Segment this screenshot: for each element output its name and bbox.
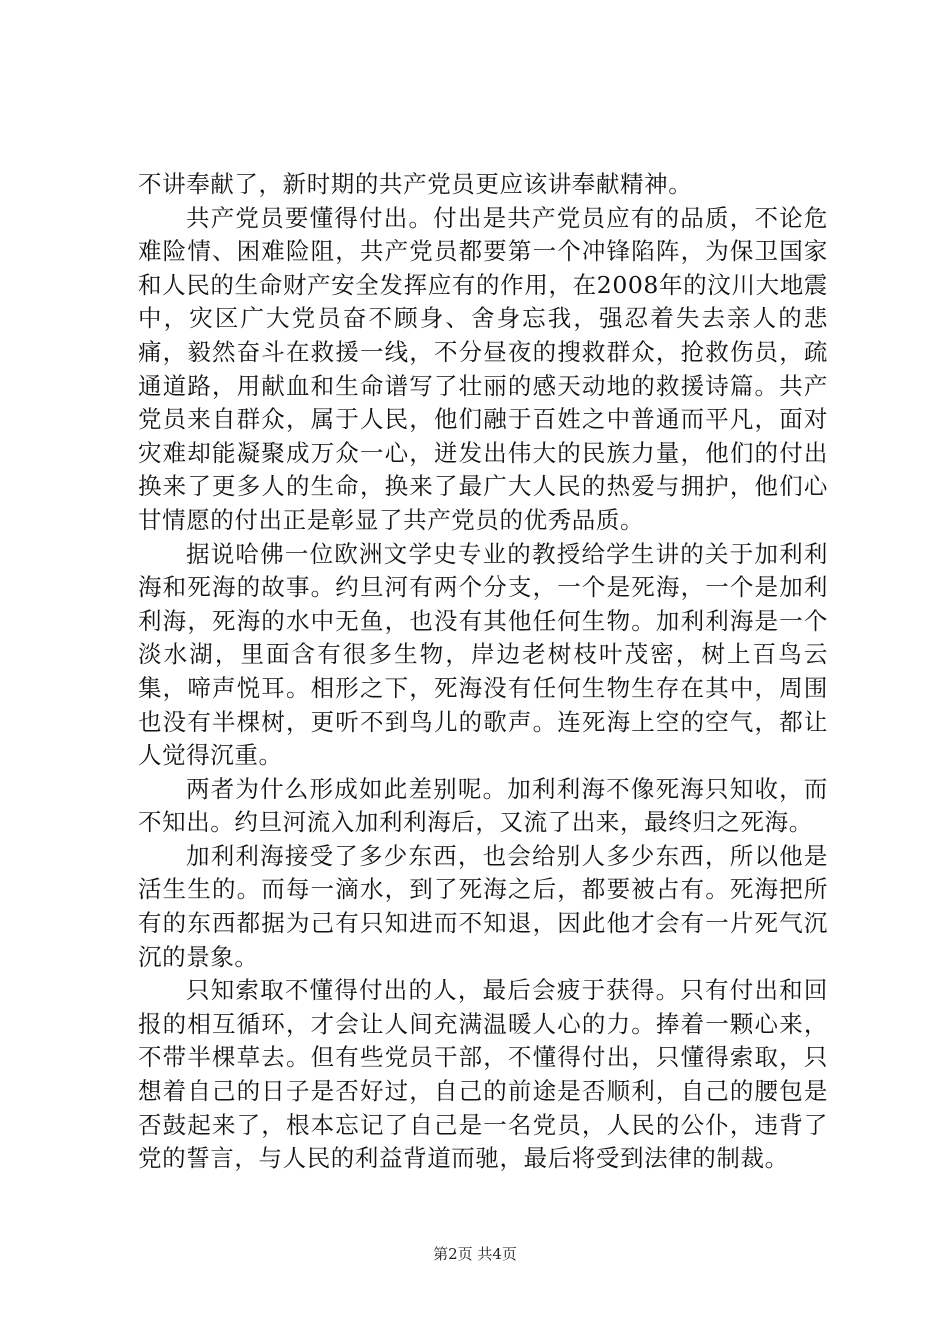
paragraph-1: 不讲奉献了，新时期的共产党员更应该讲奉献精神。 [138,170,693,198]
paragraph-4: 两者为什么形成如此差别呢。加利利海不像死海只知收，而不知出。约旦河流入加利利海后，又流了出来，最终归之死海。 [138,774,828,837]
paragraph-5: 加利利海接受了多少东西，也会给别人多少东西，所以他是活生生的。而每一滴水，到了死海之后，都要被占有。死海把所有的东西都据为己有只知进而不知退，因此他才会有一片死气沉沉的景象。 [138,841,828,971]
document-body [138,168,828,1176]
paragraph-6: 只知索取不懂得付出的人，最后会疲于获得。只有付出和回报的相互循环，才会让人间充满温暖人心的力。捧着一颗心来，不带半棵草去。但有些党员干部，不懂得付出，只懂得索取，只想着自己的日子是否好过，自己的前途是否顺利，自己的腰包是否鼓起来了，根本忘记了自己是一名党员，人民的公仆，违背了党的誓言，与人民的利益背道而驰，最后将受到法律的制裁。 [138,976,828,1173]
page-number-footer: 第2页 共4页 [433,1245,517,1263]
paragraph-3: 据说哈佛一位欧洲文学史专业的教授给学生讲的关于加利利海和死海的故事。约旦河有两个分支，一个是死海，一个是加利利海，死海的水中无鱼，也没有其他任何生物。加利利海是一个淡水湖，里面含有很多生物，岸边老树枝叶茂密，树上百鸟云集，啼声悦耳。相形之下，死海没有任何生物生存在其中，周围也没有半棵树，更听不到鸟儿的歌声。连死海上空的空气，都让人觉得沉重。 [138,539,828,770]
paragraph-2: 共产党员要懂得付出。付出是共产党员应有的品质，不论危难险情、困难险阻，共产党员都要第一个冲锋陷阵，为保卫国家和人民的生命财产安全发挥应有的作用，在2008年的汶川大地震中，灾区广大党员奋不顾身、舍身忘我，强忍着失去亲人的悲痛，毅然奋斗在救援一线，不分昼夜的搜救群众，抢救伤员，疏通道路，用献血和生命谱写了壮丽的感天动地的救援诗篇。共产党员来自群众，属于人民，他们融于百姓之中普通而平凡，面对灾难却能凝聚成万众一心，迸发出伟大的民族力量，他们的付出换来了更多人的生命，换来了最广大人民的热爱与拥护，他们心甘情愿的付出正是彰显了共产党员的优秀品质。 [138,203,828,534]
